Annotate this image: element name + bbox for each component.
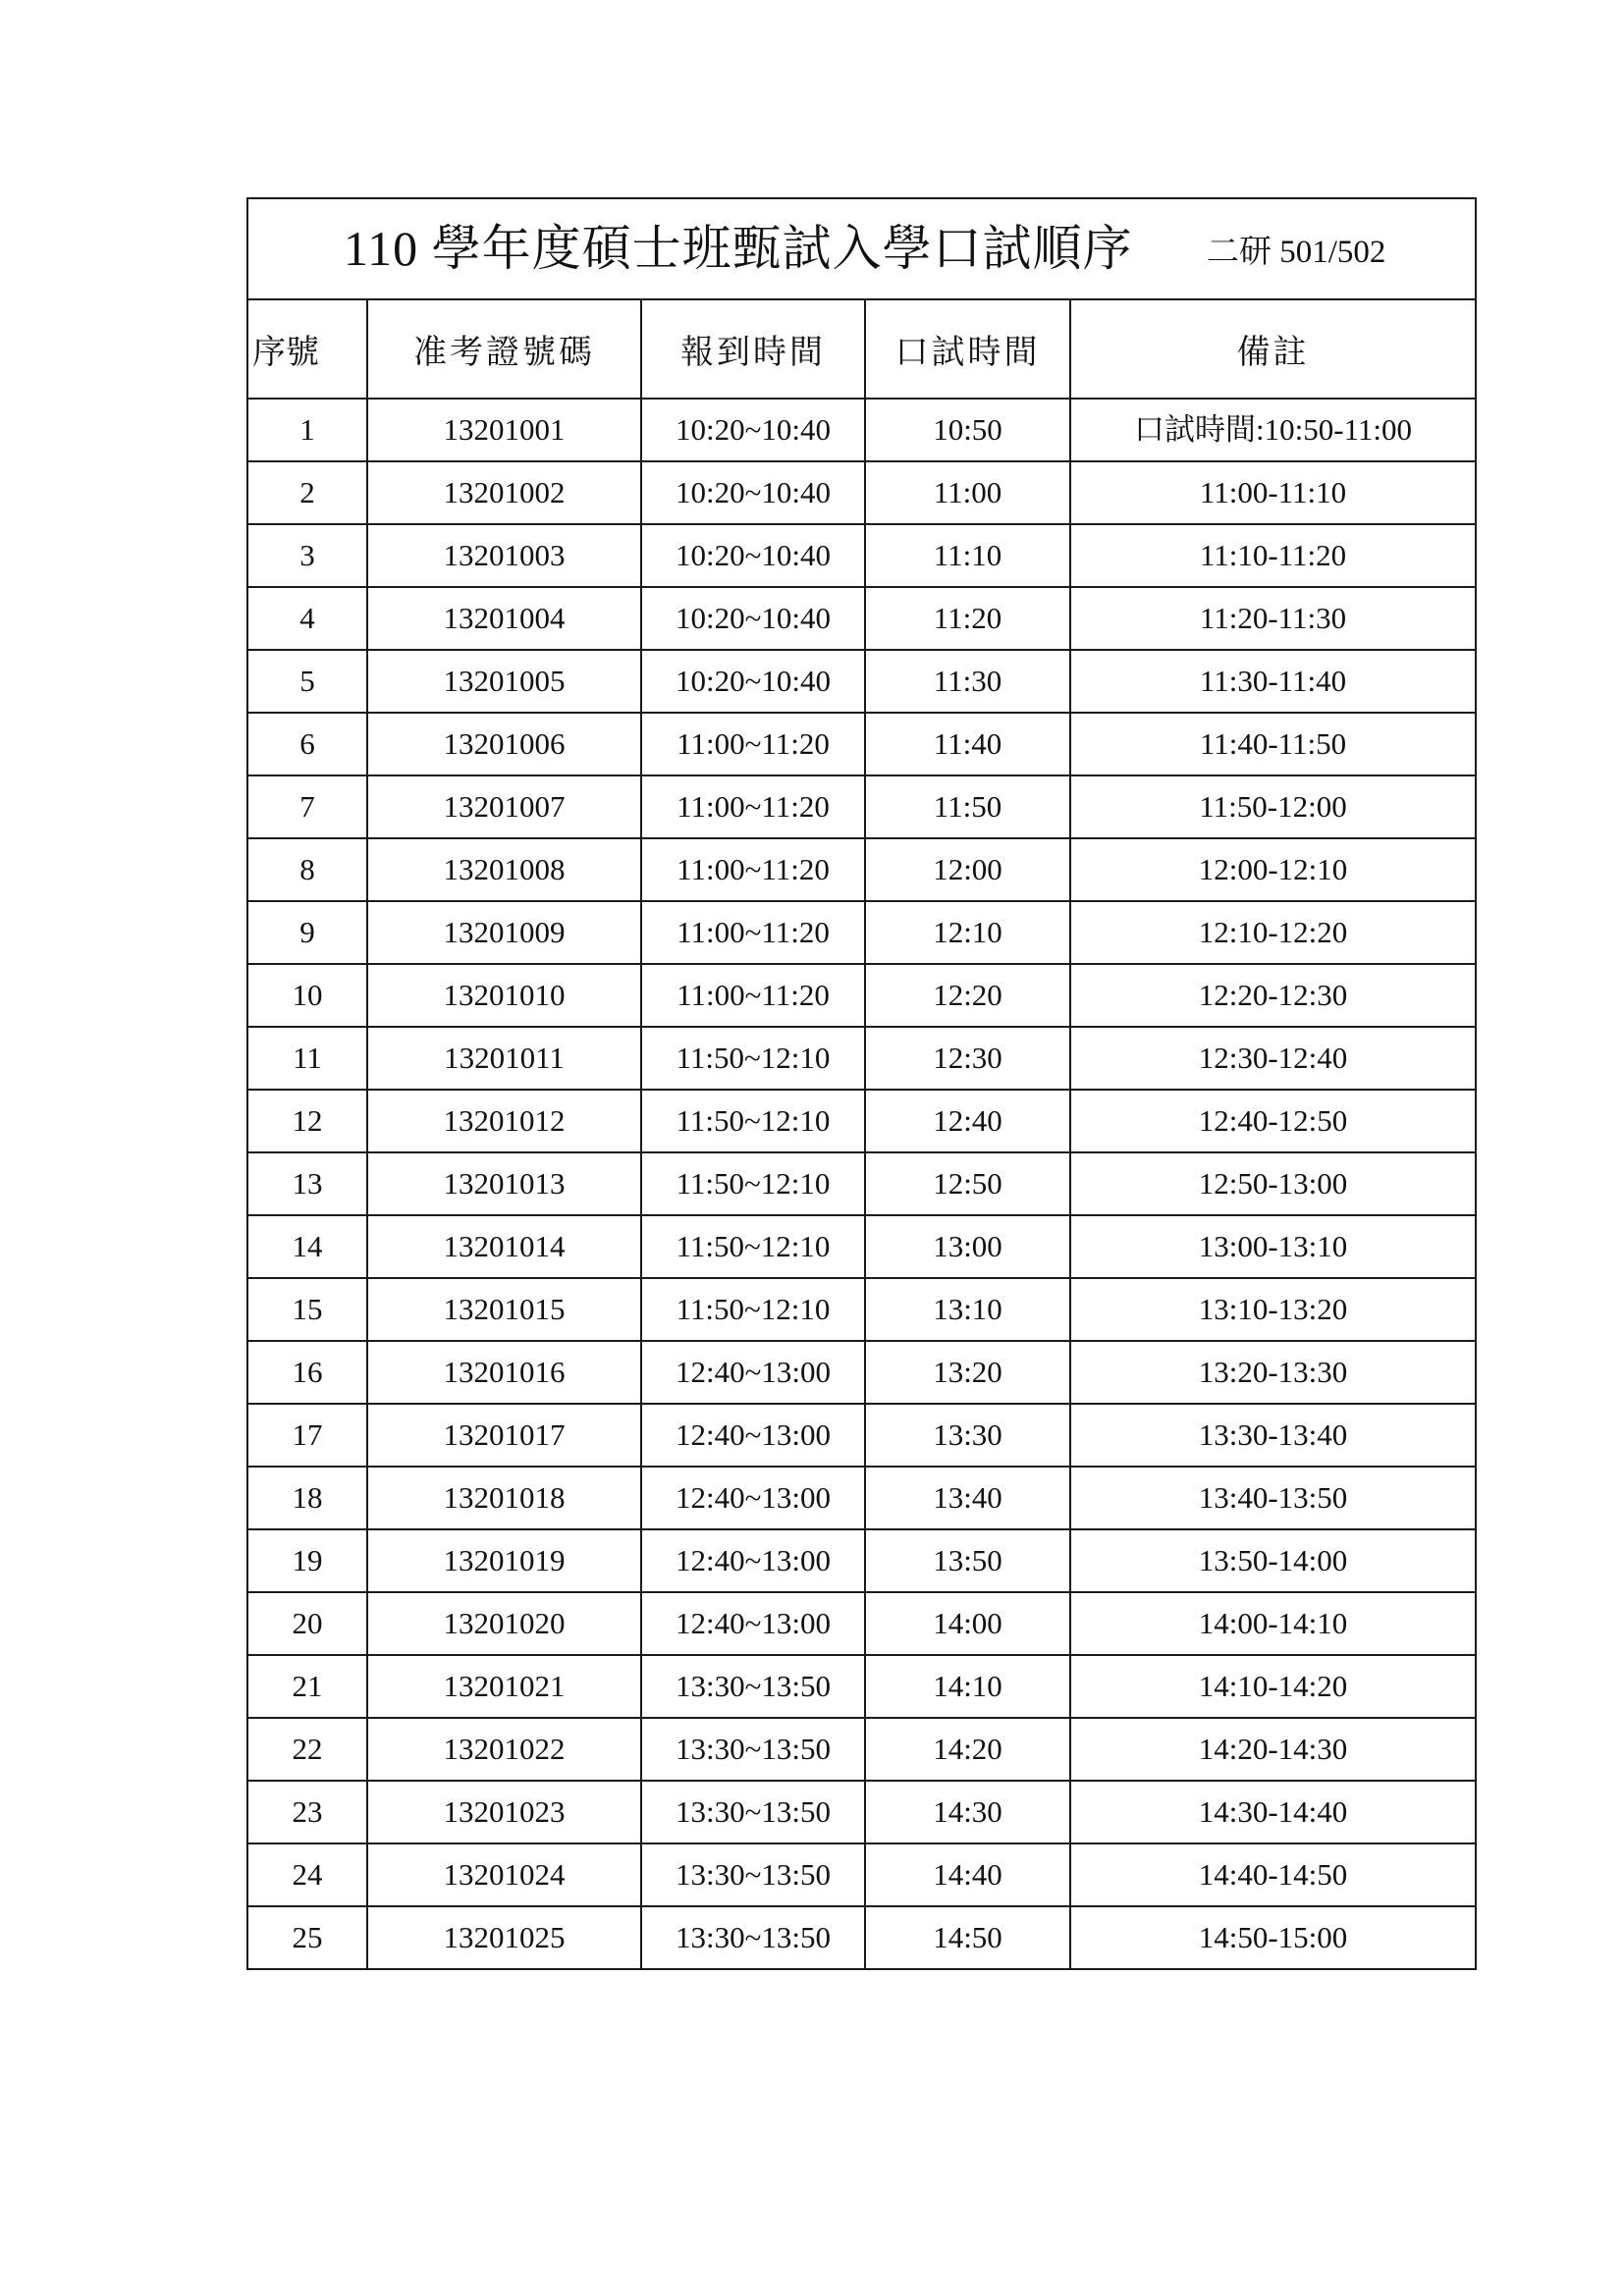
cell-remarks: 12:40-12:50 <box>1070 1090 1476 1152</box>
cell-check-in-time: 10:20~10:40 <box>641 587 865 650</box>
column-header-seq: 序號 <box>247 299 367 399</box>
cell-ticket-number: 13201024 <box>367 1843 641 1906</box>
cell-check-in-time: 10:20~10:40 <box>641 524 865 587</box>
table-row <box>247 1655 1476 1718</box>
table-row <box>247 587 1476 650</box>
cell-interview-time: 11:30 <box>865 650 1070 713</box>
table-row <box>247 1027 1476 1090</box>
cell-ticket-number: 13201013 <box>367 1152 641 1215</box>
cell-seq: 21 <box>247 1655 367 1718</box>
cell-interview-time: 12:00 <box>865 838 1070 901</box>
cell-seq: 14 <box>247 1215 367 1278</box>
table-row <box>247 1718 1476 1781</box>
document-title: 110 學年度碩士班甄試入學口試順序 <box>344 221 1133 276</box>
cell-ticket-number: 13201017 <box>367 1404 641 1467</box>
cell-interview-time: 12:50 <box>865 1152 1070 1215</box>
cell-check-in-time: 10:20~10:40 <box>641 399 865 461</box>
cell-check-in-time: 12:40~13:00 <box>641 1529 865 1592</box>
cell-interview-time: 12:20 <box>865 964 1070 1027</box>
cell-remarks: 11:10-11:20 <box>1070 524 1476 587</box>
cell-remarks: 12:30-12:40 <box>1070 1027 1476 1090</box>
cell-seq: 13 <box>247 1152 367 1215</box>
cell-seq: 25 <box>247 1906 367 1969</box>
cell-interview-time: 11:50 <box>865 775 1070 838</box>
table-row <box>247 461 1476 524</box>
cell-interview-time: 11:20 <box>865 587 1070 650</box>
cell-ticket-number: 13201009 <box>367 901 641 964</box>
cell-check-in-time: 11:00~11:20 <box>641 775 865 838</box>
cell-check-in-time: 13:30~13:50 <box>641 1843 865 1906</box>
cell-ticket-number: 13201023 <box>367 1781 641 1843</box>
cell-check-in-time: 12:40~13:00 <box>641 1467 865 1529</box>
cell-seq: 24 <box>247 1843 367 1906</box>
table-row <box>247 1215 1476 1278</box>
cell-remarks: 12:50-13:00 <box>1070 1152 1476 1215</box>
cell-ticket-number: 13201020 <box>367 1592 641 1655</box>
cell-interview-time: 13:20 <box>865 1341 1070 1404</box>
cell-interview-time: 13:30 <box>865 1404 1070 1467</box>
cell-interview-time: 14:20 <box>865 1718 1070 1781</box>
cell-remarks: 13:10-13:20 <box>1070 1278 1476 1341</box>
cell-check-in-time: 11:00~11:20 <box>641 838 865 901</box>
cell-check-in-time: 11:50~12:10 <box>641 1278 865 1341</box>
cell-remarks: 14:20-14:30 <box>1070 1718 1476 1781</box>
cell-ticket-number: 13201021 <box>367 1655 641 1718</box>
cell-remarks: 11:20-11:30 <box>1070 587 1476 650</box>
column-header-check-in-time: 報到時間 <box>641 299 865 399</box>
cell-seq: 2 <box>247 461 367 524</box>
cell-remarks: 14:50-15:00 <box>1070 1906 1476 1969</box>
cell-seq: 10 <box>247 964 367 1027</box>
cell-seq: 5 <box>247 650 367 713</box>
cell-interview-time: 13:10 <box>865 1278 1070 1341</box>
table-row <box>247 1906 1476 1969</box>
cell-interview-time: 11:40 <box>865 713 1070 775</box>
table-row <box>247 1404 1476 1467</box>
header-row <box>247 299 1476 399</box>
column-header-ticket-number: 准考證號碼 <box>367 299 641 399</box>
cell-seq: 18 <box>247 1467 367 1529</box>
table-row <box>247 1781 1476 1843</box>
column-header-remarks: 備註 <box>1070 299 1476 399</box>
table-row <box>247 1467 1476 1529</box>
table-row <box>247 775 1476 838</box>
cell-ticket-number: 13201012 <box>367 1090 641 1152</box>
table-row <box>247 1090 1476 1152</box>
cell-ticket-number: 13201011 <box>367 1027 641 1090</box>
cell-seq: 23 <box>247 1781 367 1843</box>
table-row <box>247 650 1476 713</box>
cell-remarks: 14:10-14:20 <box>1070 1655 1476 1718</box>
cell-check-in-time: 12:40~13:00 <box>641 1341 865 1404</box>
cell-ticket-number: 13201010 <box>367 964 641 1027</box>
cell-remarks: 12:20-12:30 <box>1070 964 1476 1027</box>
table-row <box>247 838 1476 901</box>
cell-check-in-time: 13:30~13:50 <box>641 1655 865 1718</box>
table-row <box>247 1843 1476 1906</box>
table-row <box>247 399 1476 461</box>
cell-seq: 4 <box>247 587 367 650</box>
cell-seq: 19 <box>247 1529 367 1592</box>
cell-ticket-number: 13201007 <box>367 775 641 838</box>
cell-interview-time: 12:30 <box>865 1027 1070 1090</box>
cell-seq: 20 <box>247 1592 367 1655</box>
cell-seq: 3 <box>247 524 367 587</box>
table-row <box>247 964 1476 1027</box>
column-header-interview-time: 口試時間 <box>865 299 1070 399</box>
cell-ticket-number: 13201001 <box>367 399 641 461</box>
cell-seq: 9 <box>247 901 367 964</box>
cell-ticket-number: 13201018 <box>367 1467 641 1529</box>
cell-remarks: 14:30-14:40 <box>1070 1781 1476 1843</box>
table-row <box>247 1152 1476 1215</box>
cell-ticket-number: 13201002 <box>367 461 641 524</box>
cell-remarks: 11:40-11:50 <box>1070 713 1476 775</box>
cell-check-in-time: 11:50~12:10 <box>641 1027 865 1090</box>
cell-check-in-time: 10:20~10:40 <box>641 650 865 713</box>
cell-interview-time: 12:40 <box>865 1090 1070 1152</box>
cell-interview-time: 14:40 <box>865 1843 1070 1906</box>
cell-ticket-number: 13201015 <box>367 1278 641 1341</box>
cell-check-in-time: 11:50~12:10 <box>641 1215 865 1278</box>
cell-remarks: 12:00-12:10 <box>1070 838 1476 901</box>
cell-seq: 7 <box>247 775 367 838</box>
cell-interview-time: 10:50 <box>865 399 1070 461</box>
cell-interview-time: 14:00 <box>865 1592 1070 1655</box>
cell-check-in-time: 12:40~13:00 <box>641 1404 865 1467</box>
cell-ticket-number: 13201008 <box>367 838 641 901</box>
cell-remarks: 13:30-13:40 <box>1070 1404 1476 1467</box>
cell-check-in-time: 11:00~11:20 <box>641 901 865 964</box>
cell-remarks: 11:50-12:00 <box>1070 775 1476 838</box>
cell-interview-time: 13:50 <box>865 1529 1070 1592</box>
room-label: 二研 501/502 <box>1207 235 1386 270</box>
table-row <box>247 1341 1476 1404</box>
cell-check-in-time: 11:50~12:10 <box>641 1090 865 1152</box>
table-row <box>247 1592 1476 1655</box>
cell-check-in-time: 13:30~13:50 <box>641 1718 865 1781</box>
cell-seq: 22 <box>247 1718 367 1781</box>
cell-interview-time: 14:50 <box>865 1906 1070 1969</box>
cell-remarks: 14:40-14:50 <box>1070 1843 1476 1906</box>
cell-remarks: 13:20-13:30 <box>1070 1341 1476 1404</box>
cell-check-in-time: 13:30~13:50 <box>641 1781 865 1843</box>
cell-seq: 15 <box>247 1278 367 1341</box>
cell-interview-time: 13:40 <box>865 1467 1070 1529</box>
cell-interview-time: 14:30 <box>865 1781 1070 1843</box>
cell-interview-time: 14:10 <box>865 1655 1070 1718</box>
cell-remarks: 13:40-13:50 <box>1070 1467 1476 1529</box>
schedule-document <box>246 197 1475 1970</box>
cell-seq: 6 <box>247 713 367 775</box>
cell-ticket-number: 13201014 <box>367 1215 641 1278</box>
cell-seq: 17 <box>247 1404 367 1467</box>
cell-check-in-time: 11:50~12:10 <box>641 1152 865 1215</box>
table-row <box>247 901 1476 964</box>
cell-remarks: 13:50-14:00 <box>1070 1529 1476 1592</box>
cell-ticket-number: 13201016 <box>367 1341 641 1404</box>
title-cell <box>247 198 1476 299</box>
cell-seq: 11 <box>247 1027 367 1090</box>
cell-remarks: 11:30-11:40 <box>1070 650 1476 713</box>
cell-ticket-number: 13201025 <box>367 1906 641 1969</box>
cell-ticket-number: 13201006 <box>367 713 641 775</box>
cell-check-in-time: 12:40~13:00 <box>641 1592 865 1655</box>
cell-interview-time: 11:10 <box>865 524 1070 587</box>
cell-interview-time: 11:00 <box>865 461 1070 524</box>
cell-seq: 1 <box>247 399 367 461</box>
cell-interview-time: 12:10 <box>865 901 1070 964</box>
cell-remarks: 11:00-11:10 <box>1070 461 1476 524</box>
table-row <box>247 713 1476 775</box>
table-row <box>247 524 1476 587</box>
title-row <box>247 198 1476 299</box>
cell-remarks: 13:00-13:10 <box>1070 1215 1476 1278</box>
cell-ticket-number: 13201004 <box>367 587 641 650</box>
cell-check-in-time: 11:00~11:20 <box>641 964 865 1027</box>
cell-ticket-number: 13201019 <box>367 1529 641 1592</box>
cell-check-in-time: 11:00~11:20 <box>641 713 865 775</box>
table-body <box>247 399 1476 1969</box>
table-row <box>247 1278 1476 1341</box>
cell-seq: 8 <box>247 838 367 901</box>
table-row <box>247 1529 1476 1592</box>
cell-seq: 16 <box>247 1341 367 1404</box>
interview-schedule-table <box>246 197 1477 1970</box>
cell-check-in-time: 13:30~13:50 <box>641 1906 865 1969</box>
cell-check-in-time: 10:20~10:40 <box>641 461 865 524</box>
cell-seq: 12 <box>247 1090 367 1152</box>
cell-interview-time: 13:00 <box>865 1215 1070 1278</box>
cell-remarks: 14:00-14:10 <box>1070 1592 1476 1655</box>
cell-remarks: 12:10-12:20 <box>1070 901 1476 964</box>
cell-ticket-number: 13201022 <box>367 1718 641 1781</box>
cell-ticket-number: 13201005 <box>367 650 641 713</box>
cell-remarks: 口試時間:10:50-11:00 <box>1070 399 1476 461</box>
cell-ticket-number: 13201003 <box>367 524 641 587</box>
